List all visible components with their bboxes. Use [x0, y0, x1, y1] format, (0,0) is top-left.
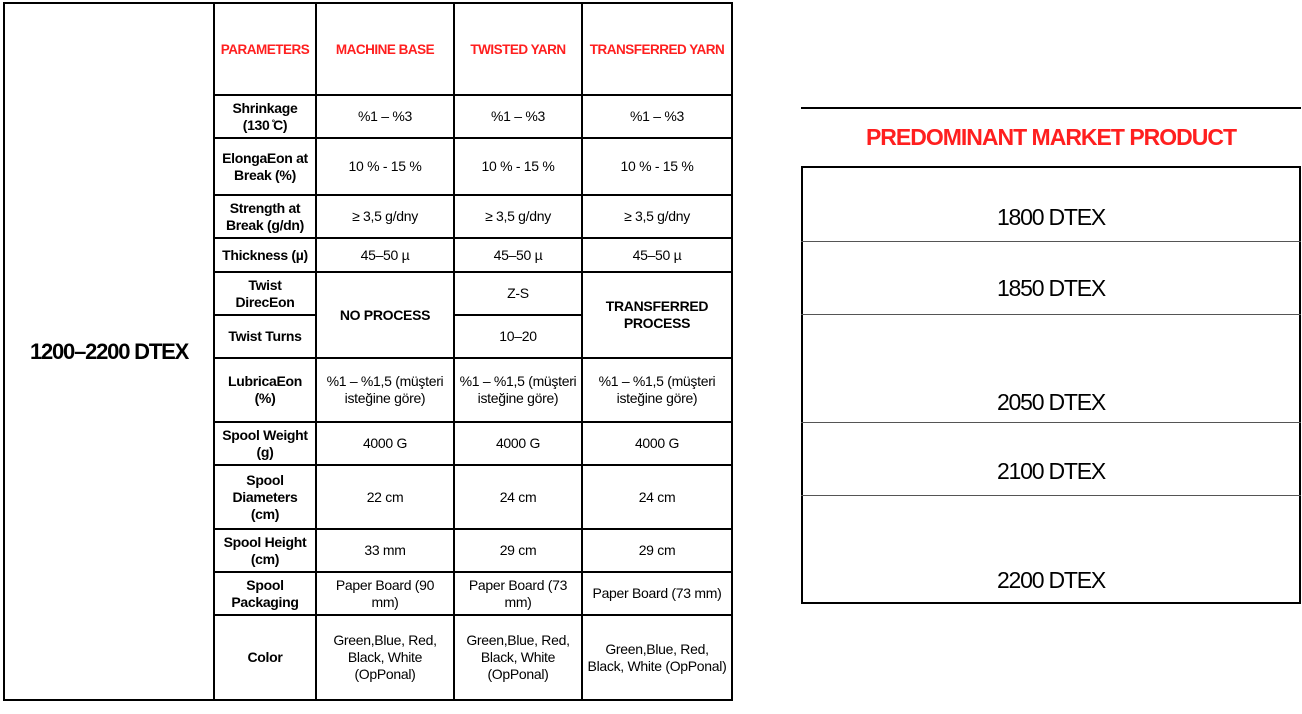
header-twisted-yarn: TWISTED YARN — [454, 3, 582, 95]
machine-value: 10 % - 15 % — [316, 138, 454, 195]
market-item: 2050 DTEX — [996, 389, 1106, 415]
transferred-value: 4000 G — [582, 422, 732, 465]
twisted-value: 4000 G — [454, 422, 582, 465]
header-parameters: PARAMETERS — [214, 3, 316, 95]
list-item — [801, 315, 1301, 423]
market-item: 1800 DTEX — [996, 204, 1106, 230]
row-label: Spool Packaging — [214, 572, 316, 615]
row-label: LubricaEon (%) — [214, 358, 316, 422]
twisted-value: Green,Blue, Red, Black, White (OpPonal) — [454, 615, 582, 700]
table-header-row — [4, 3, 732, 95]
twisted-value: ≥ 3,5 g/dny — [454, 195, 582, 238]
list-item — [801, 496, 1301, 604]
row-label: Color — [214, 615, 316, 700]
transferred-value: 45–50 µ — [582, 238, 732, 272]
twisted-value: 45–50 µ — [454, 238, 582, 272]
row-label: ElongaEon at Break (%) — [214, 138, 316, 195]
transferred-value: 10 % - 15 % — [582, 138, 732, 195]
market-item: 2200 DTEX — [996, 567, 1106, 593]
transferred-value: 24 cm — [582, 465, 732, 529]
header-transferred-yarn: TRANSFERRED YARN — [582, 3, 732, 95]
list-item — [801, 423, 1301, 496]
transferred-value: Paper Board (73 mm) — [582, 572, 732, 615]
row-label: Strength at Break (g/dn) — [214, 195, 316, 238]
machine-value: NO PROCESS — [316, 272, 454, 358]
twisted-value: 24 cm — [454, 465, 582, 529]
spec-table — [3, 2, 733, 701]
transferred-value: %1 – %3 — [582, 95, 732, 138]
market-title: PREDOMINANT MARKET PRODUCT — [801, 107, 1301, 168]
row-label: Spool Height (cm) — [214, 529, 316, 572]
machine-value: 45–50 µ — [316, 238, 454, 272]
transferred-value: TRANSFERRED PROCESS — [582, 272, 732, 358]
row-label: Shrinkage (130 ̊C) — [214, 95, 316, 138]
twisted-value: Paper Board (73 mm) — [454, 572, 582, 615]
twisted-value: 10–20 — [454, 315, 582, 358]
machine-value: 22 cm — [316, 465, 454, 529]
twisted-value: %1 – %3 — [454, 95, 582, 138]
machine-value: Green,Blue, Red, Black, White (OpPonal) — [316, 615, 454, 700]
machine-value: %1 – %1,5 (müşteri isteğine göre) — [316, 358, 454, 422]
machine-value: 33 mm — [316, 529, 454, 572]
machine-value: Paper Board (90 mm) — [316, 572, 454, 615]
machine-value: ≥ 3,5 g/dny — [316, 195, 454, 238]
header-machine-base: MACHINE BASE — [316, 3, 454, 95]
row-label: Thickness (µ) — [214, 238, 316, 272]
machine-value: 4000 G — [316, 422, 454, 465]
twisted-value: %1 – %1,5 (müşteri isteğine göre) — [454, 358, 582, 422]
list-item — [801, 168, 1301, 242]
twisted-value: 10 % - 15 % — [454, 138, 582, 195]
row-label: Twist Turns — [214, 315, 316, 358]
market-product-table — [801, 107, 1301, 604]
machine-value: %1 – %3 — [316, 95, 454, 138]
transferred-value: 29 cm — [582, 529, 732, 572]
transferred-value: Green,Blue, Red, Black, White (OpPonal) — [582, 615, 732, 700]
transferred-value: ≥ 3,5 g/dny — [582, 195, 732, 238]
product-range-label: 1200–2200 DTEX — [4, 3, 214, 700]
row-label: Spool Diameters (cm) — [214, 465, 316, 529]
list-item — [801, 242, 1301, 315]
row-label: Spool Weight (g) — [214, 422, 316, 465]
market-item: 1850 DTEX — [996, 274, 1106, 301]
twisted-value: Z-S — [454, 272, 582, 315]
transferred-value: %1 – %1,5 (müşteri isteğine göre) — [582, 358, 732, 422]
row-label: Twist DirecEon — [214, 272, 316, 315]
twisted-value: 29 cm — [454, 529, 582, 572]
market-item: 2100 DTEX — [996, 457, 1106, 484]
